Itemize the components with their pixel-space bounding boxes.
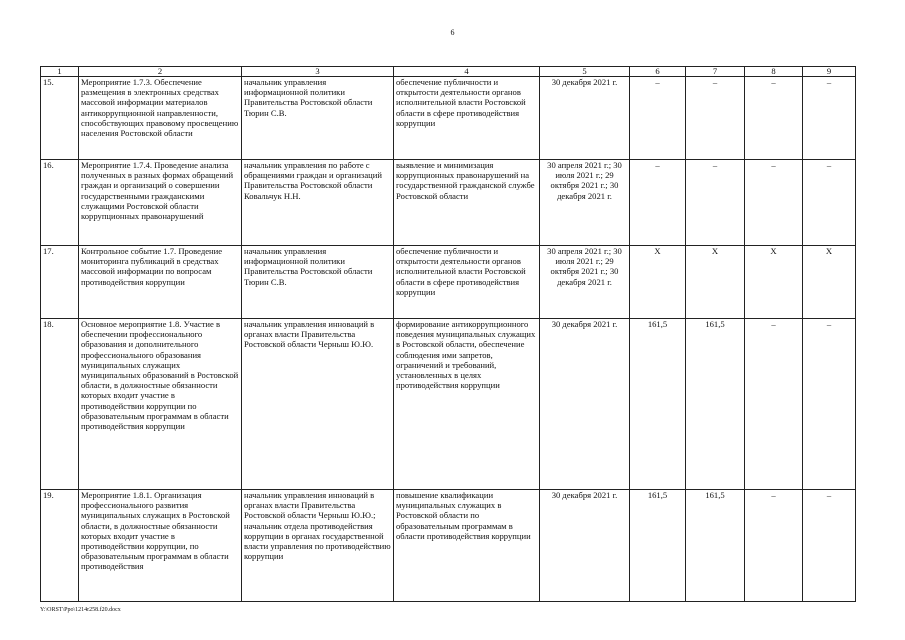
deadline-cell: 30 декабря 2021 г. xyxy=(540,490,630,602)
table-row xyxy=(41,490,856,602)
value-cell: – xyxy=(803,319,856,490)
column-number: 7 xyxy=(686,67,745,77)
column-number: 3 xyxy=(242,67,394,77)
value-cell: – xyxy=(630,160,686,246)
activity-cell: Основное мероприятие 1.8. Участие в обеспечении профессионального образования и дополнительного профессионального образования муниципальных служащих муниципальных образований в Ростовской области, в должностные обязанности которых входит участие в противодействии коррупции по образовательным программам в области противодействия коррупции xyxy=(79,319,242,490)
table-row xyxy=(41,319,856,490)
deadline-cell: 30 декабря 2021 г. xyxy=(540,319,630,490)
result-cell: обеспечение публичности и открытости деятельности органов исполнительной власти Ростовской области в сфере противодействия коррупции xyxy=(394,77,540,160)
table-row xyxy=(41,77,856,160)
result-cell: повышение квалификации муниципальных служащих в Ростовской области по образовательным программам в области противодействия коррупции xyxy=(394,490,540,602)
table-row xyxy=(41,246,856,319)
value-cell: – xyxy=(630,77,686,160)
column-number: 1 xyxy=(41,67,79,77)
responsible-cell: начальник управления информационной политики Правительства Ростовской области Тюрин С.В. xyxy=(242,246,394,319)
page-number: 6 xyxy=(450,28,455,37)
responsible-cell: начальник управления инноваций в органах власти Правительства Ростовской области Черныш Ю.Ю. xyxy=(242,319,394,490)
column-number: 5 xyxy=(540,67,630,77)
column-number: 2 xyxy=(79,67,242,77)
activity-cell: Мероприятие 1.7.4. Проведение анализа полученных в разных формах обращений граждан и организаций о совершении государственными гражданскими служащими Ростовской области коррупционных правонарушений xyxy=(79,160,242,246)
responsible-cell: начальник управления по работе с обращениями граждан и организаций Правительства Ростовской области Ковальчук Н.Н. xyxy=(242,160,394,246)
column-number: 6 xyxy=(630,67,686,77)
value-cell: – xyxy=(686,160,745,246)
table-row xyxy=(41,160,856,246)
value-cell: Х xyxy=(745,246,803,319)
value-cell: Х xyxy=(686,246,745,319)
value-cell: – xyxy=(803,160,856,246)
row-number: 19. xyxy=(41,490,79,602)
value-cell: Х xyxy=(630,246,686,319)
deadline-cell: 30 апреля 2021 г.; 30 июля 2021 г.; 29 октября 2021 г.; 30 декабря 2021 г. xyxy=(540,160,630,246)
deadline-cell: 30 декабря 2021 г. xyxy=(540,77,630,160)
value-cell: – xyxy=(803,490,856,602)
value-cell: – xyxy=(745,490,803,602)
activity-cell: Контрольное событие 1.7. Проведение мониторинга публикаций в средствах массовой информации по вопросам противодействия коррупции xyxy=(79,246,242,319)
column-number: 9 xyxy=(803,67,856,77)
result-cell: формирование антикоррупционного поведения муниципальных служащих в Ростовской области, обеспечение соблюдения ими запретов, ограничений и требований, установленных в целях противодействия коррупции xyxy=(394,319,540,490)
row-number: 15. xyxy=(41,77,79,160)
value-cell: 161,5 xyxy=(630,490,686,602)
value-cell: – xyxy=(803,77,856,160)
value-cell: – xyxy=(745,77,803,160)
activity-cell: Мероприятие 1.8.1. Организация профессионального развития муниципальных служащих в Ростовской области, в должностные обязанности которых входит участие в противодействии коррупции, по образовательным программам в области противодействия xyxy=(79,490,242,602)
row-number: 16. xyxy=(41,160,79,246)
activity-cell: Мероприятие 1.7.3. Обеспечение размещения в электронных средствах массовой информации материалов антикоррупционной направленности, способствующих правовому просвещению населения Ростовской области xyxy=(79,77,242,160)
value-cell: – xyxy=(745,160,803,246)
value-cell: Х xyxy=(803,246,856,319)
column-number: 4 xyxy=(394,67,540,77)
result-cell: обеспечение публичности и открытости деятельности органов исполнительной власти Ростовской области в сфере противодействия коррупции xyxy=(394,246,540,319)
value-cell: 161,5 xyxy=(686,319,745,490)
value-cell: – xyxy=(745,319,803,490)
row-number: 18. xyxy=(41,319,79,490)
row-number: 17. xyxy=(41,246,79,319)
result-cell: выявление и минимизация коррупционных правонарушений на государственной гражданской службе Ростовской области xyxy=(394,160,540,246)
value-cell: – xyxy=(686,77,745,160)
responsible-cell: начальник управления инноваций в органах власти Правительства Ростовской области Черныш Ю.Ю.; начальник отдела противодействия коррупции в органах государственной власти управления по противодействию коррупции xyxy=(242,490,394,602)
responsible-cell: начальник управления информационной политики Правительства Ростовской области Тюрин С.В. xyxy=(242,77,394,160)
deadline-cell: 30 апреля 2021 г.; 30 июля 2021 г.; 29 октября 2021 г.; 30 декабря 2021 г. xyxy=(540,246,630,319)
column-number: 8 xyxy=(745,67,803,77)
value-cell: 161,5 xyxy=(630,319,686,490)
value-cell: 161,5 xyxy=(686,490,745,602)
document-file-path: Y:\ORST\Ppo\1214r258.f20.docx xyxy=(40,607,121,613)
activity-plan-table xyxy=(40,66,856,602)
column-number-row xyxy=(41,67,856,77)
